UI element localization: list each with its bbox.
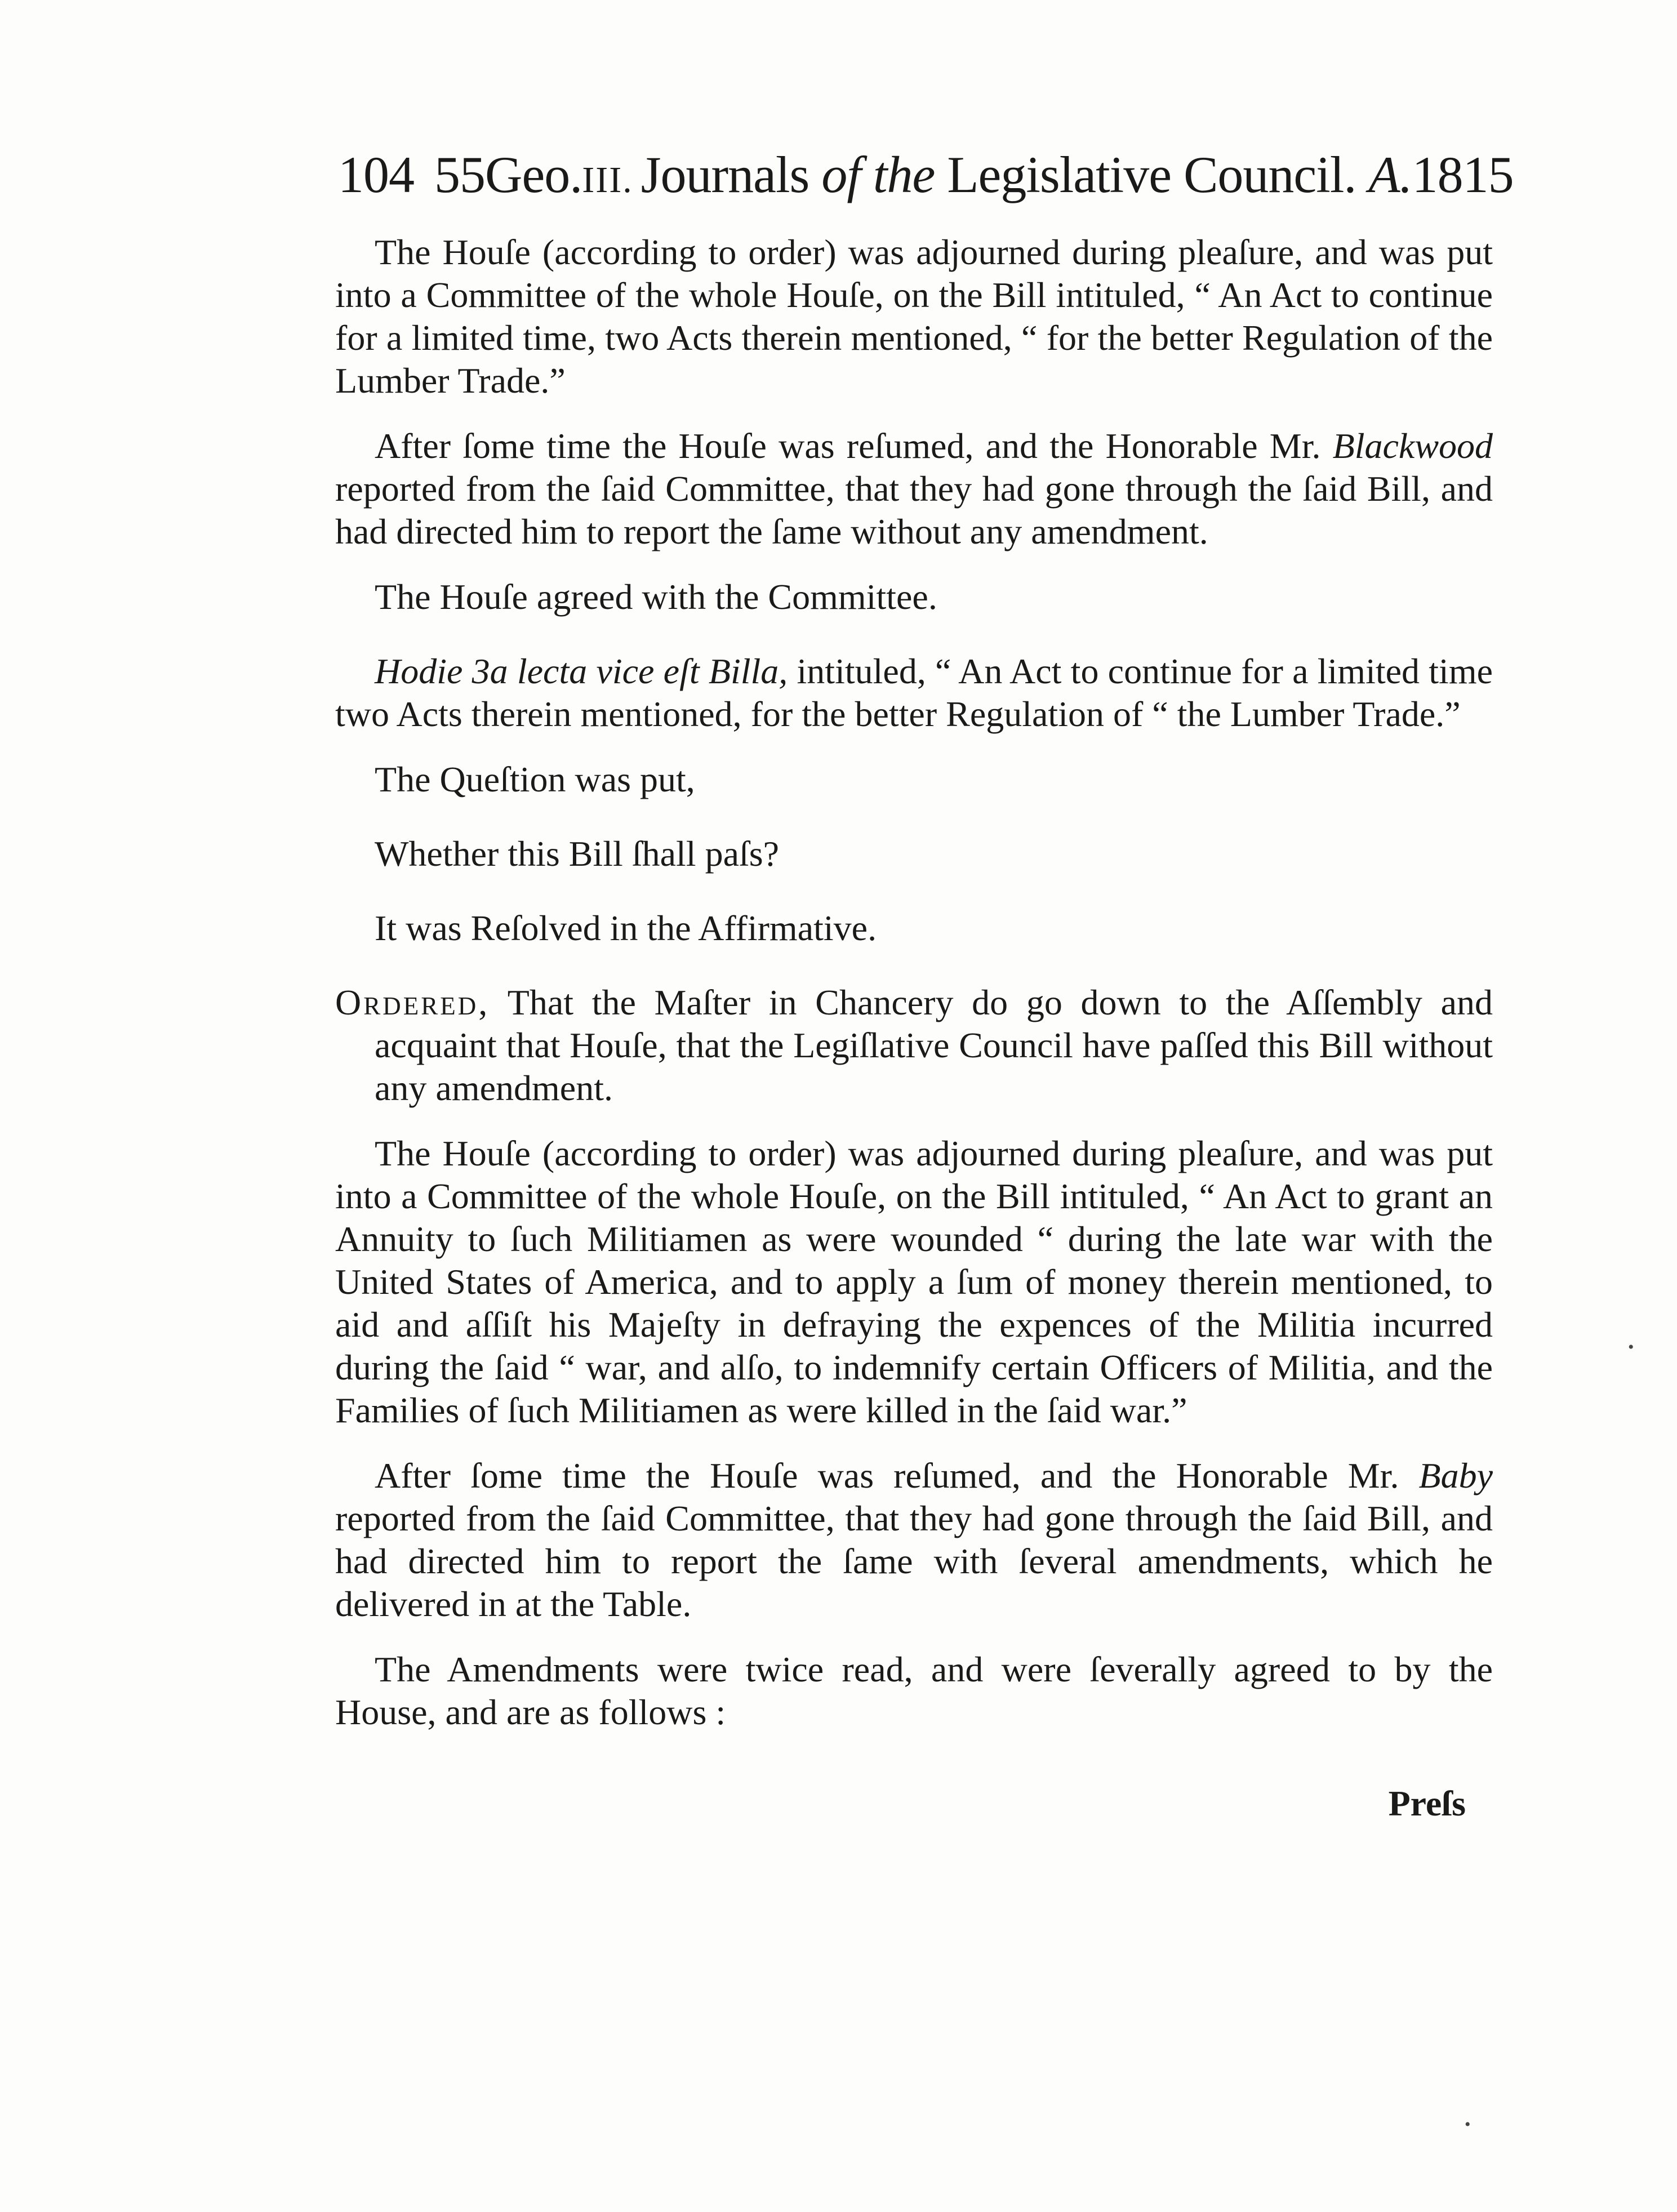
ordered-label: Ordered,: [335, 982, 490, 1022]
ordered-text: That the Maſter in Chancery do go down to the Aſſembly and acquaint that Houſe, that the Legiſlative Council have paſſed this Bill without any amendment.: [375, 982, 1493, 1108]
paragraph-third-reading: [335, 650, 1493, 736]
catchword: Preſs: [1388, 1783, 1466, 1823]
paragraph-whether: Whether this Bill ſhall paſs?: [375, 834, 780, 874]
journals-word: Journals: [640, 146, 809, 203]
regnal-year: 55: [434, 146, 485, 203]
paragraph-agreed: The Houſe agreed with the Committee.: [375, 577, 937, 617]
paragraph-committee-militia: The Houſe (according to order) was adjourned during pleaſure, and was put into a Committee of the whole Houſe, on the Bill intituled, “ An Act to grant an Annuity to ſuch Militiamen as were wounded “ during the late war with the United States of America, and to apply a ſum of money therein mentioned, to aid and aſſiſt his Majeſty in defraying the expences of the Militia incurred during the ſaid “ war, and alſo, to indemnify certain Officers of Militia, and the Families of ſuch Militiamen as were killed in the ſaid war.”: [335, 1133, 1493, 1430]
year: 1815: [1412, 146, 1514, 203]
latin-formula: Hodie 3a lecta vice eſt Billa,: [375, 651, 788, 691]
regnal-numeral: III.: [582, 159, 633, 201]
paragraph-report-baby: [335, 1454, 1493, 1626]
report-text: reported from the ſaid Committee, that they had gone through the ſaid Bill, and had directed him to report the ſame without any amendment.: [335, 469, 1493, 551]
member-name-blackwood: Blackwood: [1332, 426, 1493, 466]
paragraph-report-blackwood: [335, 425, 1493, 553]
report-intro-baby: After ſome time the Houſe was reſumed, and the Honorable Mr.: [375, 1456, 1399, 1496]
speck-mark: •: [1465, 2115, 1471, 2134]
council-title: Legislative Council.: [947, 146, 1356, 203]
year-prefix: A.: [1368, 146, 1412, 203]
member-name-baby: Baby: [1418, 1456, 1493, 1496]
paragraph-resolved: It was Reſolved in the Affirmative.: [375, 908, 877, 948]
paragraph-question: The Queſtion was put,: [375, 759, 695, 799]
king-abbrev: Geo.: [485, 146, 582, 203]
speck-mark: •: [1628, 1338, 1634, 1356]
page-number: 104: [338, 146, 414, 203]
third-reading-text: intituled, “ An Act to continue for a limited time two Acts therein mentioned, for the better Regulation of “ the Lumber Trade.”: [335, 651, 1493, 734]
running-header: [338, 141, 1514, 208]
paragraph-ordered: [335, 981, 1493, 1110]
report-text-baby: reported from the ſaid Committee, that they had gone through the ſaid Bill, and had directed him to report the ſame with ſeveral amendments, which he delivered in at the Table.: [335, 1498, 1493, 1624]
of-the-words: of the: [821, 146, 935, 203]
paragraph-amendments: The Amendments were twice read, and were ſeverally agreed to by the House, and are as follows :: [335, 1649, 1493, 1732]
report-intro: After ſome time the Houſe was reſumed, and the Honorable Mr.: [375, 426, 1321, 466]
paragraph-committee-lumber: The Houſe (according to order) was adjourned during pleaſure, and was put into a Committee of the whole Houſe, on the Bill intituled, “ An Act to continue for a limited time, two Acts therein mentioned, “ for the better Regulation of the Lumber Trade.”: [335, 232, 1493, 400]
journal-body: [335, 231, 1493, 1756]
